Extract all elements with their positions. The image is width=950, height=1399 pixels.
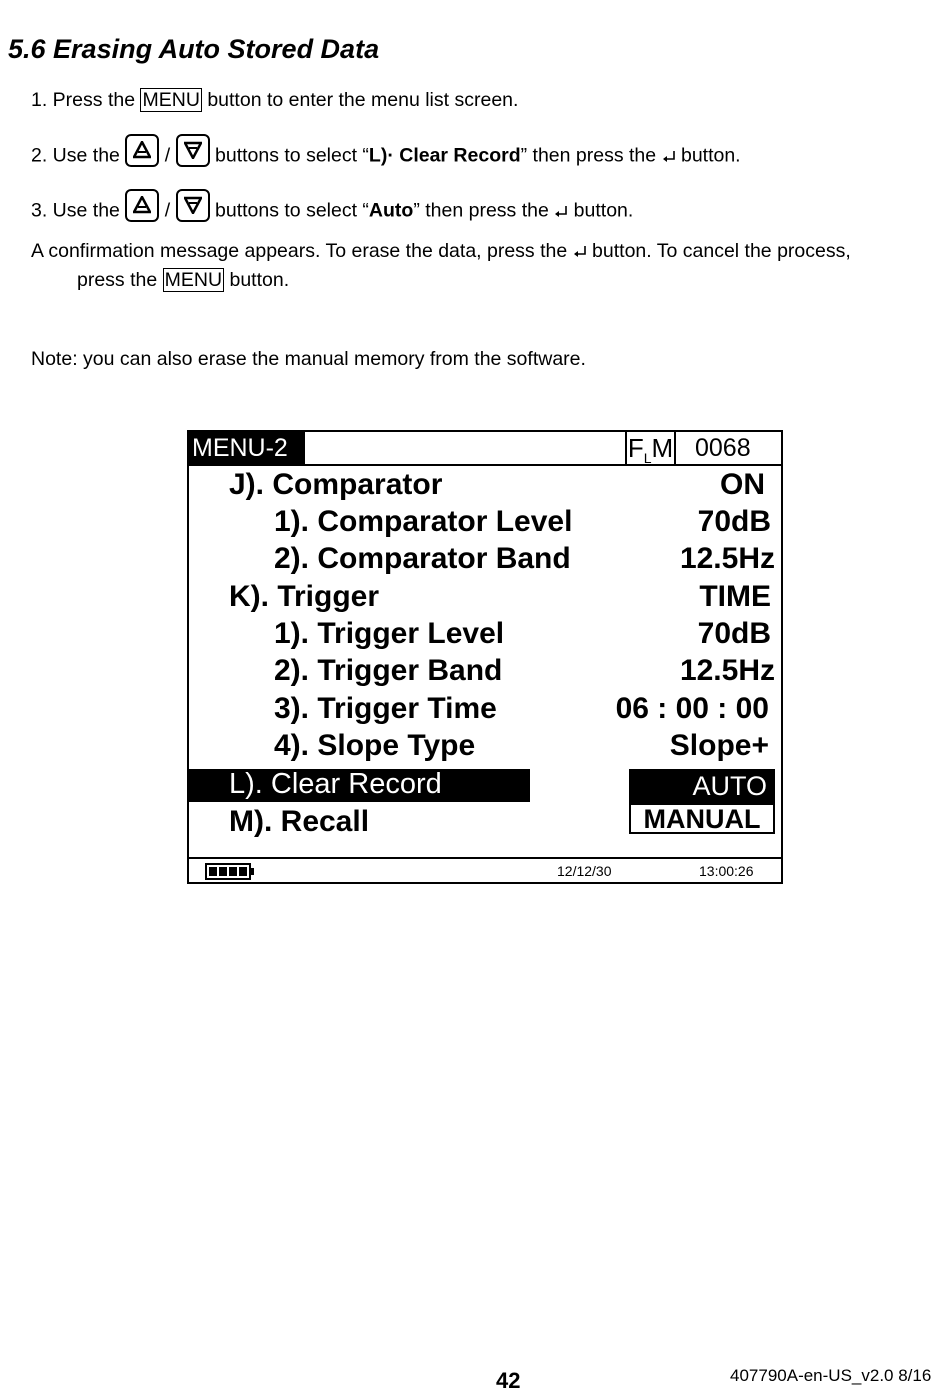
option-manual[interactable]: MANUAL	[629, 803, 775, 834]
lcd-header	[189, 432, 781, 466]
menu-value-trigger: TIME	[699, 580, 771, 613]
menu-item-comparator-band: 2). Comparator Band	[274, 542, 571, 575]
menu-item-trigger: K). Trigger	[229, 580, 380, 613]
down-arrow-key-icon	[176, 189, 210, 222]
menu-key-label: MENU	[164, 269, 223, 291]
menu-value-trigger-band: 12.5Hz	[679, 654, 775, 687]
menu-value-trigger-level: 70dB	[697, 617, 771, 650]
menu-item-slope-type: 4). Slope Type	[274, 729, 476, 762]
step-1: 1. Press the MENU button to enter the menu list screen.	[31, 89, 519, 111]
enter-key-icon	[662, 150, 676, 162]
lcd-status-bar	[189, 857, 781, 884]
menu-item-comparator: J). Comparator	[229, 468, 443, 501]
lcd-mode-flag: $F_LM$	[625, 432, 676, 464]
menu-value-comparator: ON	[720, 468, 765, 501]
page-number: 42	[496, 1368, 521, 1393]
option-auto[interactable]: AUTO	[629, 769, 775, 803]
lcd-menu-title: MENU-2	[189, 432, 305, 464]
enter-key-icon	[573, 245, 587, 257]
menu-value-trigger-time: 06 : 00 : 00	[615, 692, 769, 725]
lcd-time: 13:00:26	[699, 863, 754, 879]
menu-item-comparator-level: 1). Comparator Level	[274, 505, 573, 538]
menu-item-recall: M). Recall	[229, 805, 370, 838]
step-2: 2. Use the / buttons to select “L)· Clear Record” then press the button.	[31, 140, 741, 173]
menu-value-slope-type: Slope+	[669, 729, 769, 762]
document-code: 407790A-en-US_v2.0 8/16	[730, 1366, 932, 1385]
confirmation-text: A confirmation message appears. To erase the data, press the button. To cancel the process,	[31, 240, 851, 262]
lcd-record-count: 0068	[695, 434, 751, 462]
note-text: Note: you can also erase the manual memory from the software.	[31, 348, 586, 370]
section-heading: 5.6 Erasing Auto Stored Data	[8, 34, 380, 64]
menu-value-comparator-level: 70dB	[697, 505, 771, 538]
up-arrow-key-icon	[125, 189, 159, 222]
menu-item-clear-record[interactable]: L). Clear Record	[229, 768, 442, 800]
down-arrow-key-icon	[176, 134, 210, 167]
auto-option-text: Auto	[368, 199, 414, 222]
step-3: 3. Use the / buttons to select “Auto” then press the button.	[31, 195, 633, 228]
lcd-menu-screen	[187, 430, 783, 884]
battery-icon	[205, 863, 255, 880]
menu-item-trigger-band: 2). Trigger Band	[274, 654, 503, 687]
menu-value-comparator-band: 12.5Hz	[679, 542, 775, 575]
up-arrow-key-icon	[125, 134, 159, 167]
clear-record-option-text: L)· Clear Record	[368, 144, 521, 167]
lcd-date: 12/12/30	[557, 863, 612, 879]
enter-key-icon	[554, 205, 568, 217]
confirmation-text-2: press the MENU button.	[77, 269, 290, 291]
menu-key-label: MENU	[142, 89, 200, 111]
menu-item-trigger-time: 3). Trigger Time	[274, 692, 497, 725]
menu-item-trigger-level: 1). Trigger Level	[274, 617, 505, 650]
